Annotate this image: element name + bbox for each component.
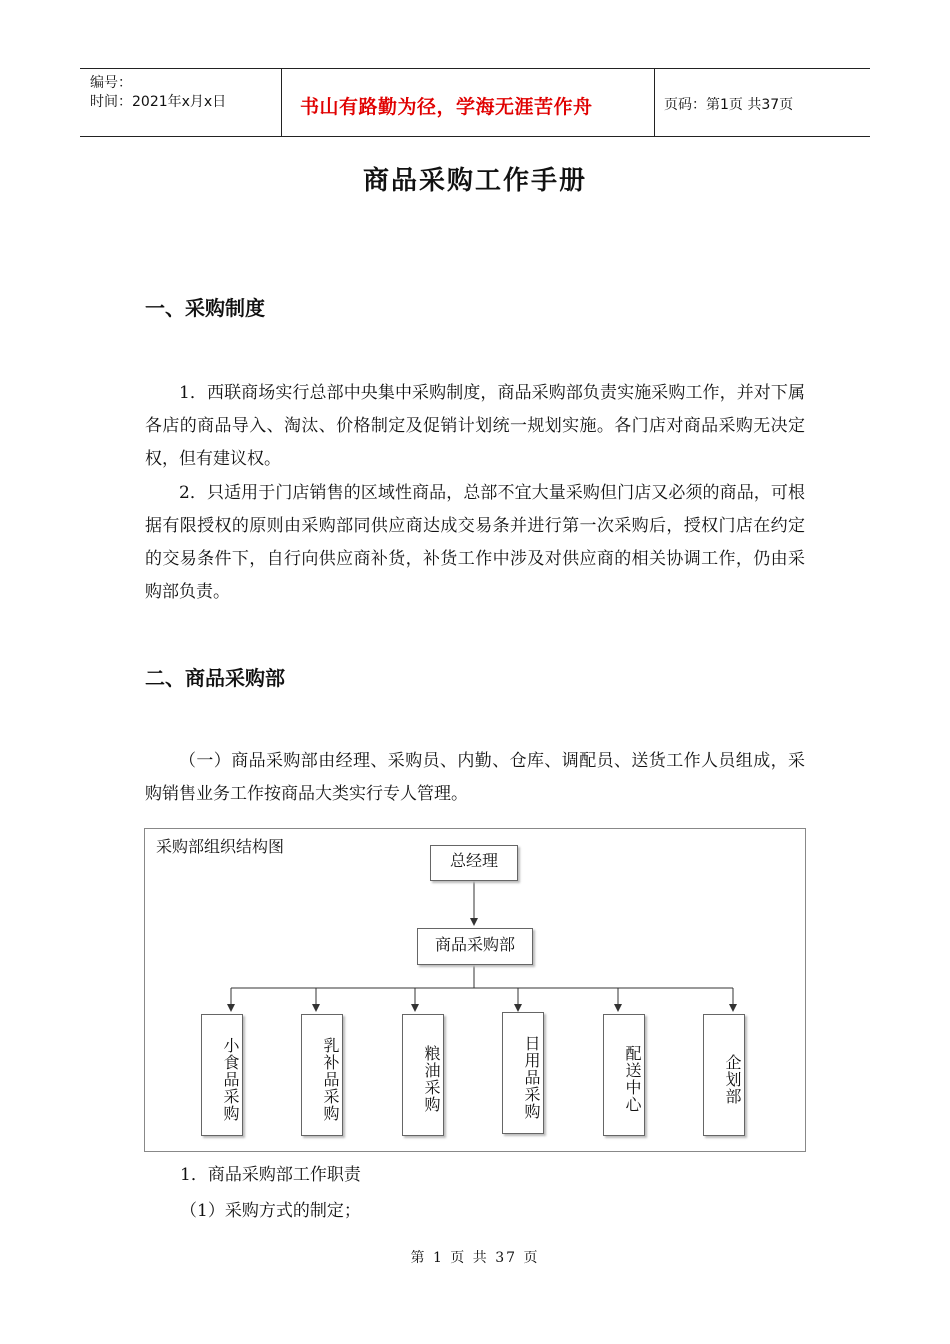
org-chart-caption: 采购部组织结构图	[156, 837, 285, 856]
section-1-paragraph-1: 1．西联商场实行总部中央集中采购制度，商品采购部负责实施采购工作，并对下属各店的商品导入、淘汰、价格制定及促销计划统一规划实施。各门店对商品采购无决定权，但有建议权。	[145, 383, 805, 469]
org-node-child-6: 企划部	[703, 1014, 745, 1136]
header-time-label: 时间：2021年x月x日	[90, 94, 227, 110]
org-node-child-3: 粮油采购	[402, 1014, 444, 1136]
section-2-heading: 二、商品采购部	[145, 666, 285, 690]
header-page-info: 页码：第1页 共37页	[664, 97, 794, 113]
org-node-dept: 商品采购部	[417, 928, 533, 965]
header-motto: 书山有路勤为径，学海无涯苦作舟	[300, 96, 593, 118]
section-2-item-1: 1．商品采购部工作职责	[180, 1165, 361, 1185]
org-node-child-4: 日用品采购	[502, 1012, 544, 1134]
section-2-item-1-1: （1）采购方式的制定；	[180, 1201, 361, 1221]
org-node-root: 总经理	[430, 845, 518, 881]
page-footer: 第 1 页 共 37 页	[410, 1250, 540, 1266]
org-node-child-2: 乳补品采购	[301, 1014, 343, 1136]
section-2-paragraph-1: （一）商品采购部由经理、采购员、内勤、仓库、调配员、送货工作人员组成，采购销售业务工作按商品大类实行专人管理。	[145, 751, 805, 804]
document-title: 商品采购工作手册	[362, 166, 587, 196]
header-number-label: 编号：	[90, 75, 132, 91]
section-1-heading: 一、采购制度	[145, 296, 265, 320]
section-1-paragraph-2: 2．只适用于门店销售的区域性商品，总部不宜大量采购但门店又必须的商品，可根据有限授权的原则由采购部同供应商达成交易条并进行第一次采购后，授权门店在约定的交易条件下，自行向供应商补货，补货工作中涉及对供应商的相关协调工作，仍由采购部负责。	[145, 483, 805, 602]
org-node-child-1: 小食品采购	[201, 1014, 243, 1136]
org-node-child-5: 配送中心	[603, 1014, 645, 1136]
